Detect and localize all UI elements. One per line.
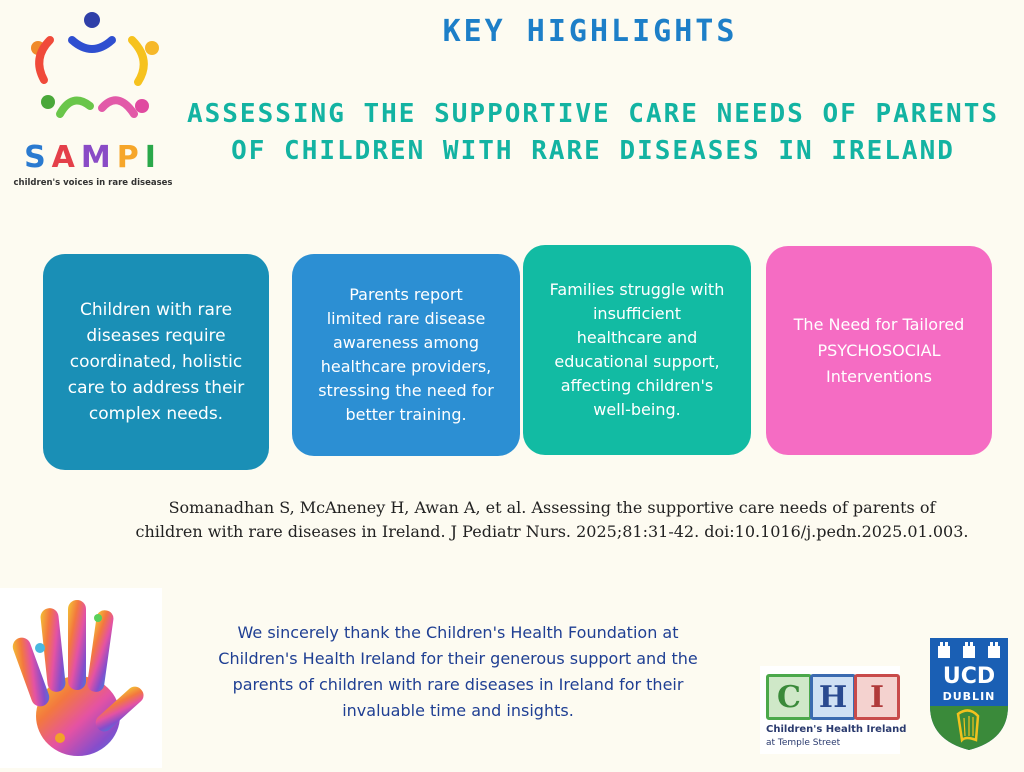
- chi-block-letter: C: [766, 674, 812, 720]
- sampi-letter: I: [144, 140, 162, 175]
- sampi-letter: A: [51, 140, 81, 175]
- acknowledgement-text: [168, 620, 748, 724]
- highlight-card: [523, 245, 751, 455]
- sampi-letter: S: [24, 140, 52, 175]
- highlight-card-text: Families struggle with insufficient healthcare and educational support, affecting children's well-being.: [549, 280, 725, 419]
- sampi-logo: [8, 10, 176, 188]
- highlight-card-text: Children with rare diseases require coordinated, holistic care to address their complex needs.: [67, 300, 245, 424]
- ucd-logo: [928, 636, 1010, 752]
- ucd-logo-subtext: DUBLIN: [942, 690, 996, 703]
- sampi-tagline: children's voices in rare diseases: [13, 178, 173, 188]
- citation-line: Somanadhan S, McAneney H, Awan A, et al. Assessing the supportive care needs of parents of: [168, 498, 936, 517]
- citation: [112, 496, 992, 544]
- highlight-card: [43, 254, 269, 470]
- sampi-letter: P: [116, 140, 145, 175]
- chi-block-letter: H: [810, 674, 856, 720]
- main-title: [176, 96, 1010, 170]
- citation-line: children with rare diseases in Ireland. J Pediatr Nurs. 2025;81:31-42. doi:10.1016/j.pedn.2025.01.003.: [135, 522, 969, 541]
- chi-logo-subtitle: at Temple Street: [766, 738, 841, 748]
- chi-logo-name: Children's Health Ireland: [766, 724, 907, 735]
- acknowledgement-line: invaluable time and insights.: [342, 701, 574, 720]
- highlight-card-text: The Need for Tailored PSYCHOSOCIAL Interventions: [793, 314, 965, 386]
- key-highlights-title: KEY HIGHLIGHTS: [442, 14, 738, 49]
- acknowledgement-line: Children's Health Ireland for their generous support and the: [218, 649, 698, 668]
- highlight-card-text: Parents report limited rare disease awareness among healthcare providers, stressing the need for better training.: [318, 285, 494, 424]
- highlight-card: [292, 254, 520, 456]
- acknowledgement-line: parents of children with rare diseases in Ireland for their: [232, 675, 684, 694]
- main-title-line: ASSESSING THE SUPPORTIVE CARE NEEDS OF PARENTS: [186, 99, 1000, 129]
- sampi-letter: M: [80, 140, 117, 175]
- highlight-card: [766, 246, 992, 455]
- sampi-figures-graphic: [20, 10, 170, 138]
- rainbow-handprint-image: [0, 588, 162, 768]
- chi-logo: [760, 666, 907, 754]
- sampi-wordmark: [8, 140, 178, 175]
- main-title-line: OF CHILDREN WITH RARE DISEASES IN IRELAND: [231, 136, 955, 166]
- ucd-logo-text: UCD: [942, 664, 996, 689]
- chi-block-letter: I: [854, 674, 900, 720]
- acknowledgement-line: We sincerely thank the Children's Health Foundation at: [237, 623, 679, 642]
